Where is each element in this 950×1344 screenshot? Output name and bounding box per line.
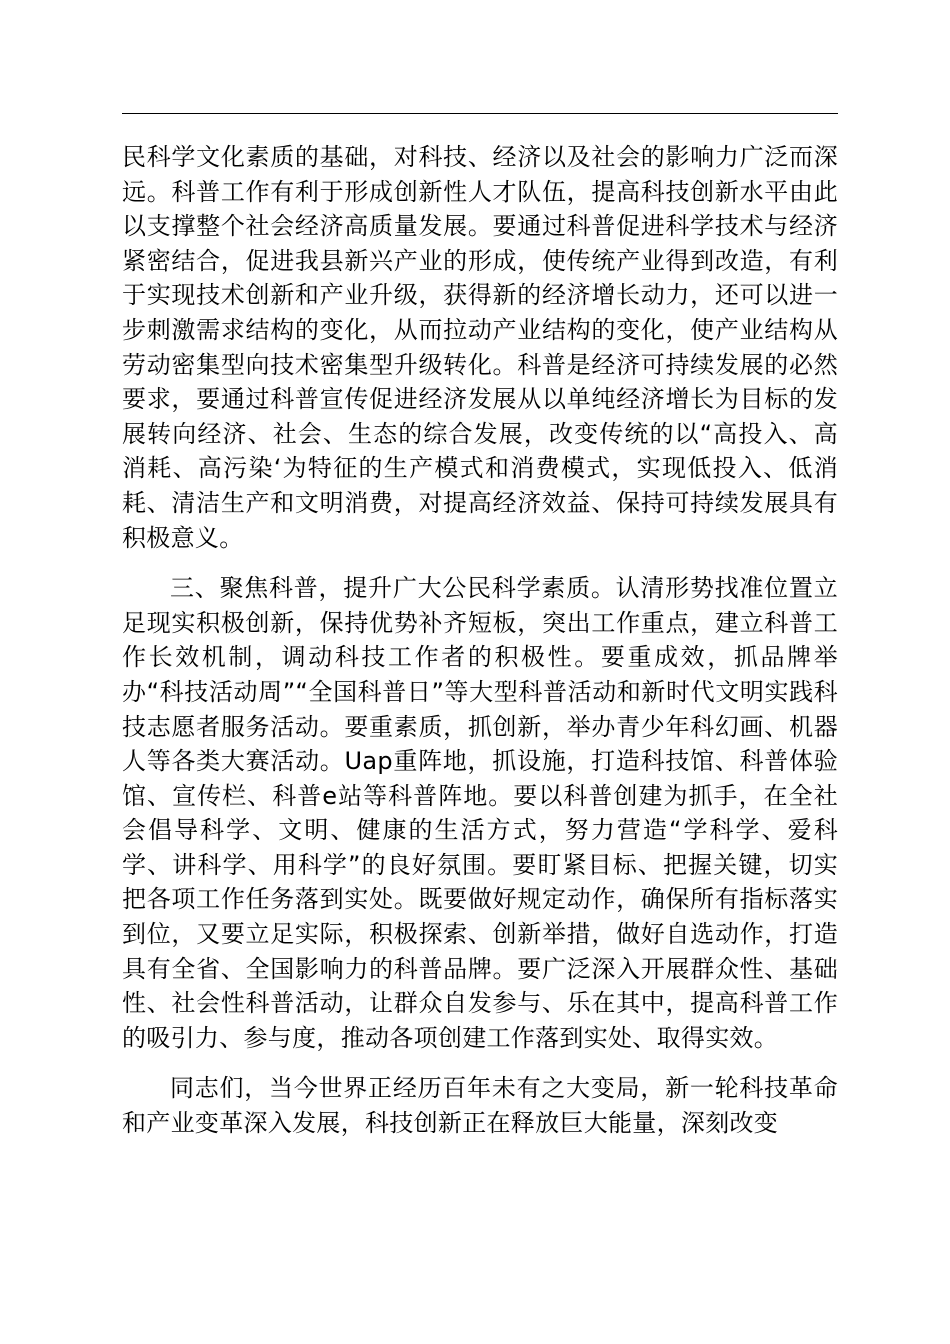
paragraph-continuation: 民科学文化素质的基础，对科技、经济以及社会的影响力广泛而深远。科普工作有利于形成创新性人才队伍，提高科技创新水平由此以支撑整个社会经济高质量发展。要通过科普促进科学技术与经济紧密结合，促进我县新兴产业的形成，使传统产业得到改造，有利于实现技术创新和产业升级，获得新的经济增长动力，还可以进一步刺激需求结构的变化，从而拉动产业结构的变化，使产业结构从劳动密集型向技术密集型升级转化。科普是经济可持续发展的必然要求，要通过科普宣传促进经济发展从以单纯经济增长为目标的发展转向经济、社会、生态的综合发展，改变传统的以“高投入、高消耗、高污染‘为特征的生产模式和消费模式，实现低投入、低消耗、清洁生产和文明消费，对提高经济效益、保持可持续发展具有积极意义。 (122, 143, 838, 552)
paragraph-comrades: 同志们，当今世界正经历百年未有之大变局，新一轮科技革命和产业变革深入发展，科技创新正在释放巨大能量，深刻改变 (122, 1074, 838, 1138)
document-body (122, 140, 838, 1141)
paragraph-section-three: 三、聚焦科普，提升广大公民科学素质。认清形势找准位置立足现实积极创新，保持优势补齐短板，突出工作重点，建立科普工作长效机制，调动科技工作者的积极性。要重成效，抓品牌举办“科技活动周”“全国科普日”等大型科普活动和新时代文明实践科技志愿者服务活动。要重素质，抓创新，举办青少年科幻画、机器人等各类大赛活动。Uap重阵地，抓设施，打造科技馆、科普体验馆、宣传栏、科普e站等科普阵地。要以科普创建为抓手，在全社会倡导科学、文明、健康的生活方式，努力营造“学科学、爱科学、讲科学、用科学”的良好氛围。要盯紧目标、把握关键，切实把各项工作任务落到实处。既要做好规定动作，确保所有指标落实到位，又要立足实际，积极探索、创新举措，做好自选动作，打造具有全省、全国影响力的科普品牌。要广泛深入开展群众性、基础性、社会性科普活动，让群众自发参与、乐在其中，提高科普工作的吸引力、参与度，推动各项创建工作落到实处、取得实效。 (122, 574, 838, 1052)
header-rule (122, 113, 838, 114)
